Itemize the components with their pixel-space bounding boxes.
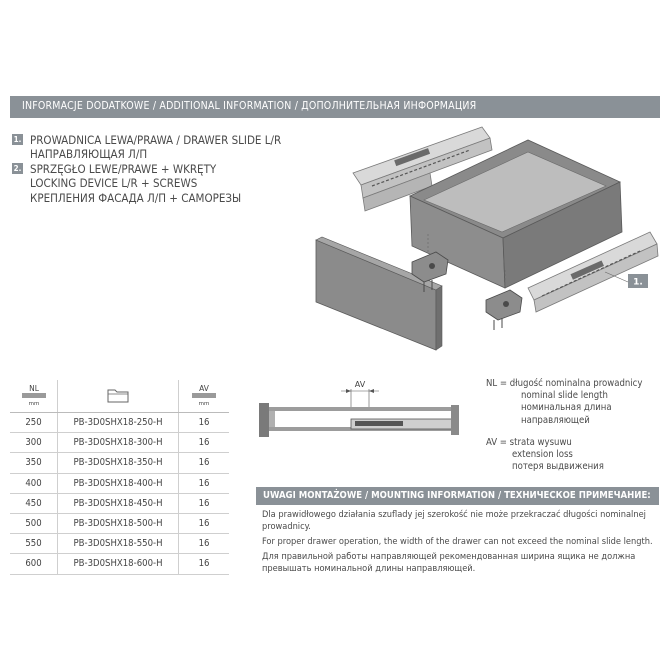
table-header-row	[10, 380, 229, 413]
table-cell-nl: 500	[10, 513, 58, 533]
part-number-badge: 2.	[13, 163, 22, 173]
table-cell-code: PB-3D0SHX18-600-H	[58, 554, 179, 574]
table-cell-nl: 300	[10, 433, 58, 453]
table-cell-av: 16	[179, 453, 230, 473]
table-cell-code: PB-3D0SHX18-450-H	[58, 493, 179, 513]
svg-text:NL: NL	[28, 383, 39, 393]
mounting-notes	[262, 509, 657, 578]
part-item-2	[12, 162, 281, 205]
legend-av: AV = strata wysuwu	[486, 436, 572, 448]
part-number-badge: 1.	[13, 135, 22, 144]
table-row	[10, 554, 229, 574]
legend-nl-en: nominal slide length	[521, 390, 608, 402]
legend-av-en: extension loss	[512, 449, 573, 461]
svg-text:mm: mm	[28, 400, 39, 407]
table-cell-code: PB-3D0SHX18-400-H	[58, 473, 179, 493]
folder-icon	[106, 386, 130, 404]
column-header-nl	[10, 380, 58, 413]
table-cell-av: 16	[179, 513, 230, 533]
column-header-av	[179, 380, 230, 413]
table-row	[10, 493, 229, 513]
table-cell-av: 16	[179, 554, 230, 574]
mounting-info-title: UWAGI MONTAŻOWE / MOUNTING INFORMATION / ТЕХНИЧЕСКОЕ ПРИМЕЧАНИЕ:	[263, 490, 651, 501]
table-row	[10, 473, 229, 493]
part-line: КРЕПЛЕНИЯ ФАСАДА Л/П + САМОРЕЗЫ	[30, 190, 242, 205]
part-line: SPRZĘGŁO LEWE/PRAWE + WKRĘTY	[30, 161, 217, 176]
table-cell-av: 16	[179, 473, 230, 493]
table-cell-nl: 450	[10, 493, 58, 513]
slide-section-drawing	[255, 375, 470, 445]
table-cell-nl: 250	[10, 413, 58, 433]
section-header-title: INFORMACJE DODATKOWE / ADDITIONAL INFORMATION / ДОПОЛНИТЕЛЬНАЯ ИНФОРМАЦИЯ	[22, 100, 477, 112]
part-line: PROWADNICA LEWA/PRAWA / DRAWER SLIDE L/R	[30, 133, 282, 147]
table-cell-nl: 400	[10, 473, 58, 493]
legend-av-ru: потеря выдвижения	[512, 461, 604, 473]
mounting-note-ru: Для правильной работы направляющей рекомендованная ширина ящика не должна превышать номинальной длины направляющей.	[262, 551, 636, 574]
table-cell-code: PB-3D0SHX18-350-H	[58, 453, 179, 473]
section-header-bar	[10, 96, 660, 118]
table-cell-nl: 350	[10, 453, 58, 473]
table-cell-code: PB-3D0SHX18-500-H	[58, 513, 179, 533]
table-cell-code: PB-3D0SHX18-250-H	[58, 413, 179, 433]
table-cell-nl: 600	[10, 554, 58, 574]
table-row	[10, 433, 229, 453]
parts-list	[12, 133, 281, 205]
nominal-length-icon	[16, 383, 52, 407]
mounting-note-pl: Dla prawidłowego działania szuflady jej szerokość nie może przekraczać długości nominalnej prowadnicy.	[262, 509, 646, 532]
column-header-code	[58, 380, 179, 413]
mounting-note-en: For proper drawer operation, the width of the drawer can not exceed the nominal slide length.	[262, 536, 653, 547]
table-cell-code: PB-3D0SHX18-300-H	[58, 433, 179, 453]
table-row	[10, 453, 229, 473]
av-dimension-label: AV	[354, 380, 366, 389]
drawer-assembly-drawing	[300, 120, 665, 370]
part-line: LOCKING DEVICE L/R + SCREWS	[30, 176, 198, 191]
table-cell-av: 16	[179, 433, 230, 453]
svg-text:AV: AV	[199, 383, 209, 393]
drawer-front-panel	[316, 237, 442, 350]
legend-nl: NL = długość nominalna prowadnicy	[486, 378, 643, 389]
table-cell-code: PB-3D0SHX18-550-H	[58, 534, 179, 554]
mounting-info-header	[256, 487, 659, 505]
part-item-1	[12, 133, 281, 162]
legend-nl-ru-2: направляющей	[521, 414, 590, 426]
table-cell-av: 16	[179, 534, 230, 554]
table-cell-nl: 550	[10, 534, 58, 554]
svg-text:mm: mm	[198, 400, 210, 407]
table-row	[10, 534, 229, 554]
drawer-front-section	[259, 403, 269, 437]
table-cell-av: 16	[179, 493, 230, 513]
legend	[486, 378, 642, 473]
table-row	[10, 413, 229, 433]
part-line: НАПРАВЛЯЮЩАЯ Л/П	[30, 147, 148, 162]
spec-table	[10, 380, 229, 575]
extension-loss-icon	[186, 383, 222, 407]
legend-nl-ru: номинальная длина	[521, 402, 612, 414]
callout-1-label: 1.	[633, 277, 643, 288]
table-row	[10, 513, 229, 533]
table-cell-av: 16	[179, 413, 230, 433]
